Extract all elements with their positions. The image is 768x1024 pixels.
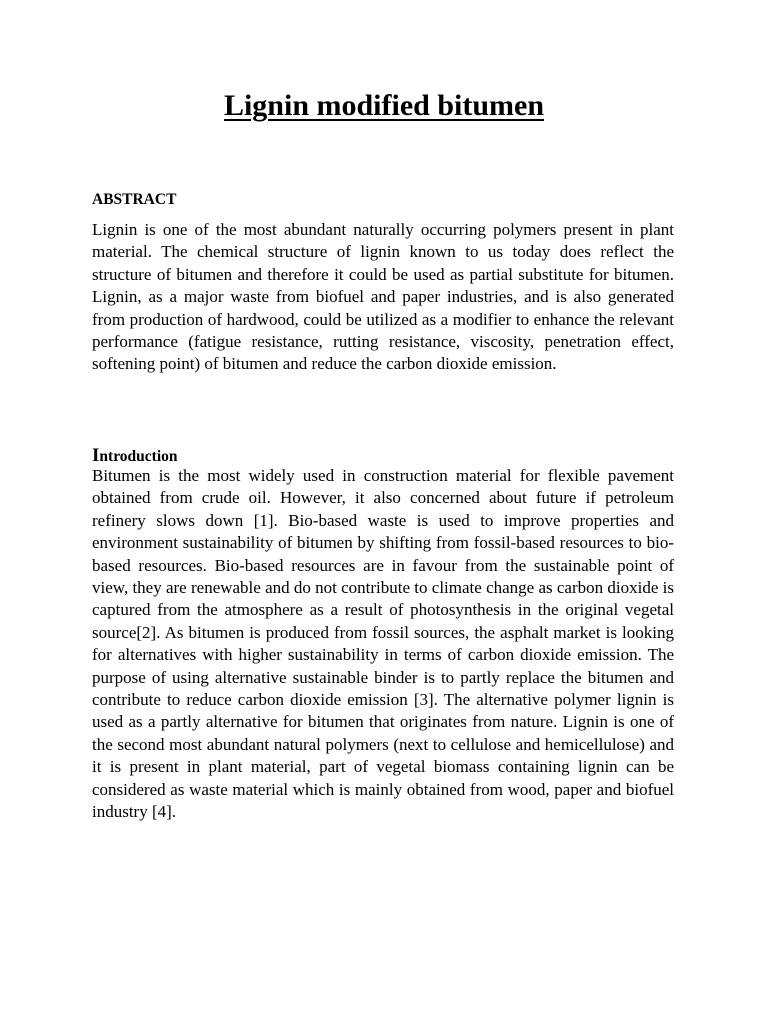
introduction-heading: [92, 446, 178, 467]
introduction-paragraph: Bitumen is the most widely used in construction material for flexible pavement obtained from crude oil. However, it also concerned about future if petroleum refinery slows down [1]. Bio-based waste is used to improve properties and environment sustainability of bitumen by shifting from fossil-based resources to bio-based resources. Bio-based resources are in favour from the sustainable point of view, they are renewable and do not contribute to climate change as carbon dioxide is captured from the atmosphere as a result of photosynthesis in the original vegetal source[2]. As bitumen is produced from fossil sources, the asphalt market is looking for alternatives with higher sustainability in terms of carbon dioxide emission. The purpose of using alternative sustainable binder is to partly replace the bitumen and contribute to reduce carbon dioxide emission [3]. The alternative polymer lignin is used as a partly alternative for bitumen that originates from nature. Lignin is one of the second most abundant natural polymers (next to cellulose and hemicellulose) and it is present in plant material, part of vegetal biomass containing lignin can be considered as waste material which is mainly obtained from wood, paper and biofuel industry [4].: [92, 466, 674, 822]
abstract-paragraph: Lignin is one of the most abundant naturally occurring polymers present in plant material. The chemical structure of lignin known to us today does reflect the structure of bitumen and therefore it could be used as partial substitute for bitumen. Lignin, as a major waste from biofuel and paper industries, and is also generated from production of hardwood, could be utilized as a modifier to enhance the relevant performance (fatigue resistance, rutting resistance, viscosity, penetration effect, softening point) of bitumen and reduce the carbon dioxide emission.: [92, 220, 674, 374]
introduction-heading-initial: I: [92, 445, 100, 466]
introduction-heading-rest: ntroduction: [99, 448, 178, 465]
abstract-heading: ABSTRACT: [92, 191, 177, 208]
document-title: Lignin modified bitumen: [223, 89, 545, 122]
